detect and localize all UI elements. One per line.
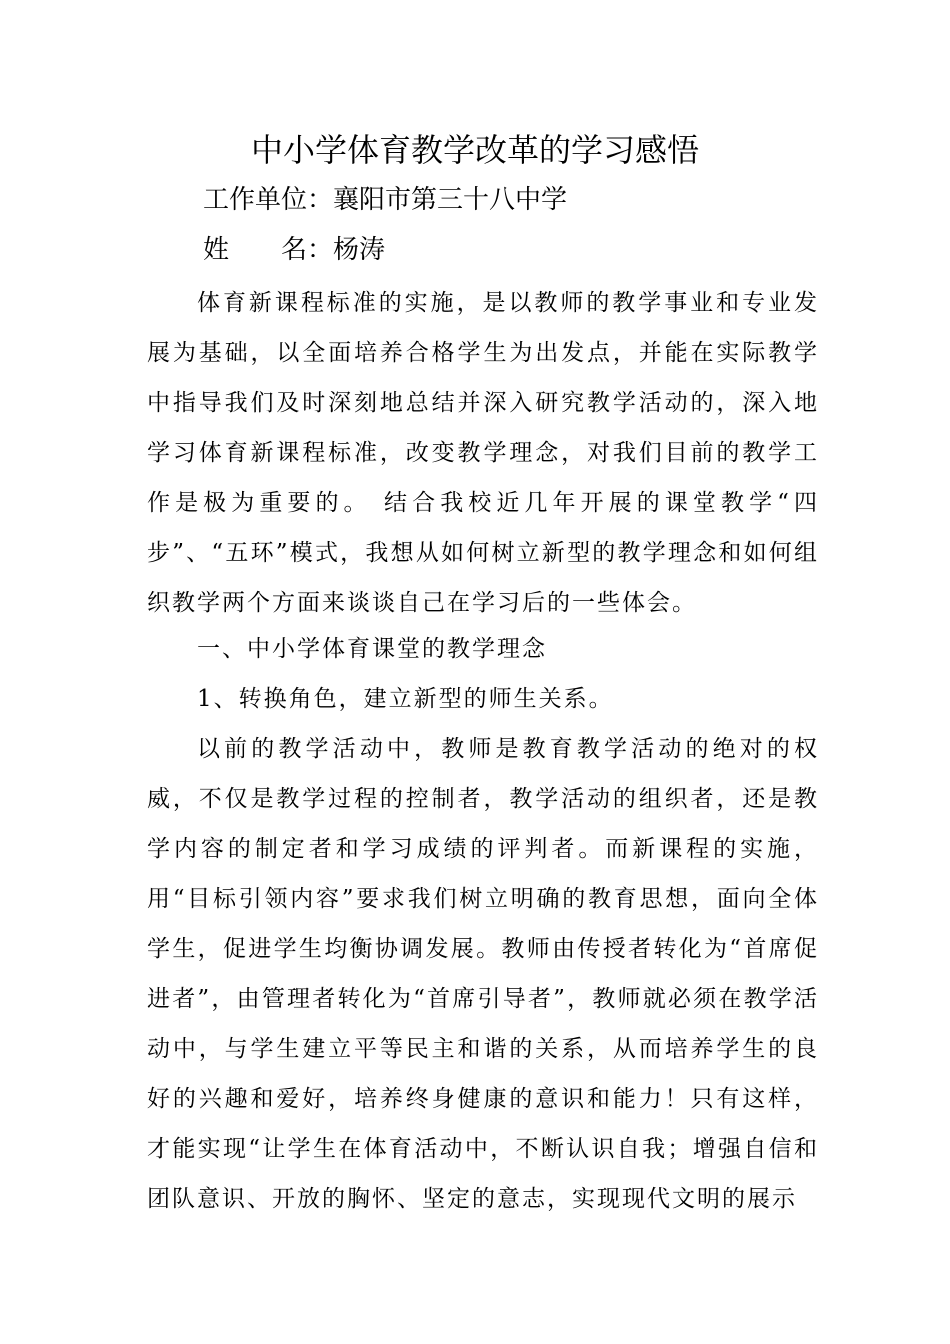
work-unit-label: 工作单位： [203,185,334,215]
author-name-line [203,230,385,270]
section-heading: 一、中小学体育课堂的教学理念 [197,636,547,662]
subsection-heading: 1、转换角色，建立新型的师生关系。 [197,686,614,712]
work-unit-line [203,180,567,220]
body-paragraph: 以前的教学活动中，教师是教育教学活动的绝对的权威，不仅是教学过程的控制者，教学活动的组织者，还是教学内容的制定者和学习成绩的评判者。而新课程的实施，用“目标引领内容”要求我们树立明确的教育思想，面向全体学生，促进学生均衡协调发展。教师由传授者转化为“首席促进者”，由管理者转化为“首席引导者”，教师就必须在教学活动中，与学生建立平等民主和谐的关系，从而培养学生的良好的兴趣和爱好，培养终身健康的意识和能力！只有这样，才能实现“让学生在体育活动中，不断认识自我；增强自信和团队意识、开放的胸怀、坚定的意志，实现现代文明的展示 [147,736,819,1212]
subsection-heading-block [147,674,819,724]
name-label-first: 姓 [203,235,230,265]
work-unit-value: 襄阳市第三十八中学 [333,185,568,215]
body-paragraph-1-block [147,278,819,628]
body-paragraph-2-block [147,724,819,1224]
author-name-value: 杨涛 [333,235,386,265]
section-heading-block [147,624,819,674]
document-title: 中小学体育教学改革的学习感悟 [250,131,699,169]
body-paragraph: 体育新课程标准的实施，是以教师的教学事业和专业发展为基础，以全面培养合格学生为出发点，并能在实际教学中指导我们及时深刻地总结并深入研究教学活动的，深入地学习体育新课程标准，改变教学理念，对我们目前的教学工作是极为重要的。 结合我校近几年开展的课堂教学“四步”、“五环”模式，我想从如何树立新型的教学理念和如何组织教学两个方面来谈谈自己在学习后的一些体会。 [147,290,819,616]
name-label-second: 名： [281,235,334,265]
